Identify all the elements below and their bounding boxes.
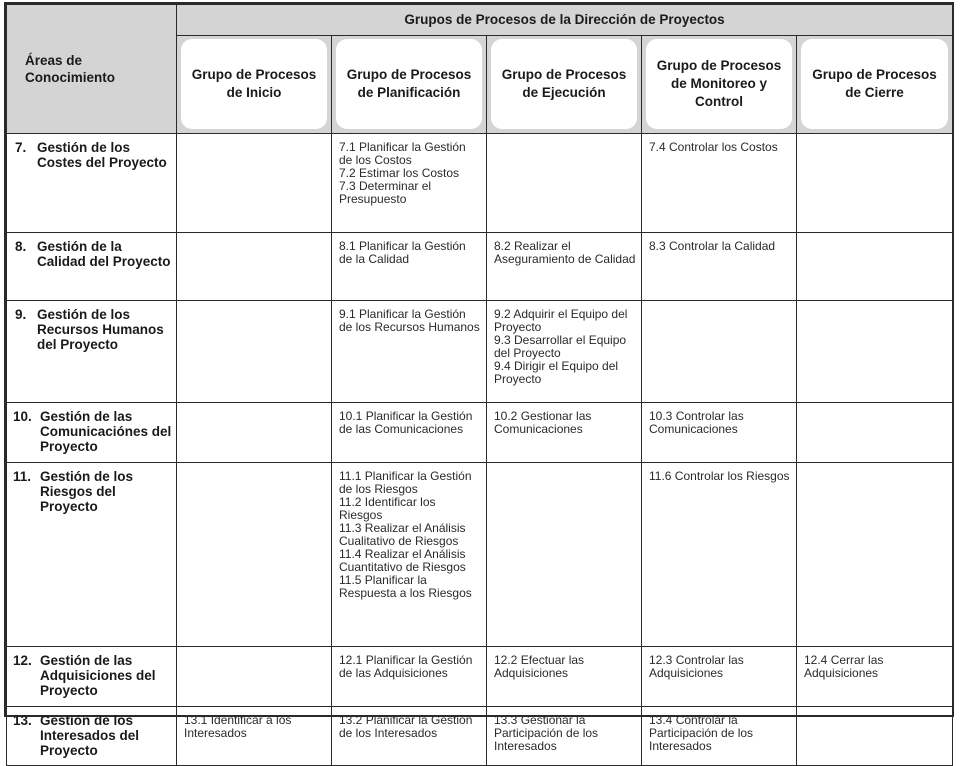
process-cell-ejecucion (487, 647, 642, 707)
process-item: 11.5 Planificar la Respuesta a los Riesgos (339, 573, 472, 600)
process-matrix-frame (4, 2, 954, 758)
knowledge-area-name: Gestión de los Recursos Humanos del Proyecto (37, 307, 164, 352)
knowledge-area-name: Gestión de los Costes del Proyecto (37, 140, 167, 170)
knowledge-area-row (7, 134, 953, 233)
process-item: 11.4 Realizar el Análisis Cuantitativo de Riesgos (339, 547, 466, 574)
matrix-body (7, 134, 953, 766)
table-title: Grupos de Procesos de la Dirección de Proyectos (177, 5, 953, 36)
process-cell-cierre (797, 647, 953, 707)
knowledge-area-name: Gestión de las Adquisiciones del Proyecto (40, 653, 156, 698)
process-cell-planificacion (332, 463, 487, 647)
process-cell-ejecucion (487, 233, 642, 301)
process-cell-cierre (797, 233, 953, 301)
process-item: 9.1 Planificar la Gestión de los Recursos Humanos (339, 307, 480, 334)
process-item: 9.4 Dirigir el Equipo del Proyecto (494, 359, 619, 386)
process-cell-ejecucion (487, 707, 642, 766)
process-cell-cierre (797, 707, 953, 766)
knowledge-area-name: Gestión de los Riesgos del Proyecto (40, 469, 134, 514)
knowledge-area-name: Gestión de las Comunicaciónes del Proyecto (40, 409, 172, 454)
process-cell-cierre (797, 463, 953, 647)
process-item: 10.3 Controlar las Comunicaciones (649, 409, 744, 436)
process-item: 10.1 Planificar la Gestión de las Comunicaciones (339, 409, 473, 436)
process-item: 12.1 Planificar la Gestión de las Adquisiciones (339, 653, 473, 680)
knowledge-area-label (7, 403, 177, 463)
process-matrix-table (6, 4, 953, 766)
process-cell-inicio (177, 707, 332, 766)
process-cell-inicio (177, 647, 332, 707)
knowledge-area-number: 11. (13, 469, 32, 484)
process-cell-ejecucion (487, 134, 642, 233)
process-cell-ejecucion (487, 403, 642, 463)
knowledge-area-number: 13. (13, 713, 32, 728)
group-header-cierre (797, 36, 953, 134)
process-cell-planificacion (332, 134, 487, 233)
process-item: 13.1 Identificar a los Interesados (184, 713, 292, 740)
process-cell-planificacion (332, 707, 487, 766)
process-cell-monitoreo (642, 301, 797, 403)
process-item: 11.2 Identificar los Riesgos (339, 495, 436, 522)
process-item: 7.2 Estimar los Costos (339, 166, 460, 180)
process-cell-planificacion (332, 301, 487, 403)
knowledge-area-number: 10. (13, 409, 32, 424)
group-header-inicio (177, 36, 332, 134)
process-cell-monitoreo (642, 233, 797, 301)
knowledge-area-row (7, 301, 953, 403)
group-header-label: Grupo de Procesos de Monitoreo y Control (646, 39, 792, 129)
group-header-label: Grupo de Procesos de Planificación (336, 39, 482, 129)
process-item: 13.2 Planificar la Gestión de los Interesados (339, 713, 473, 740)
process-item: 12.2 Efectuar las Adquisiciones (494, 653, 585, 680)
process-cell-planificacion (332, 233, 487, 301)
process-cell-monitoreo (642, 707, 797, 766)
areas-header-line1: Áreas de (25, 53, 83, 68)
process-item: 9.2 Adquirir el Equipo del Proyecto (494, 307, 628, 334)
knowledge-area-label (7, 134, 177, 233)
process-item: 8.3 Controlar la Calidad (649, 239, 776, 253)
process-item: 11.6 Controlar los Riesgos (649, 469, 790, 483)
process-item: 11.1 Planificar la Gestión de los Riesgos (339, 469, 472, 496)
process-cell-ejecucion (487, 301, 642, 403)
process-cell-monitoreo (642, 647, 797, 707)
knowledge-area-label (7, 301, 177, 403)
group-header-label: Grupo de Procesos de Inicio (181, 39, 327, 129)
knowledge-area-name: Gestión de la Calidad del Proyecto (37, 239, 171, 269)
process-cell-monitoreo (642, 403, 797, 463)
knowledge-area-number: 12. (13, 653, 32, 668)
knowledge-area-row (7, 463, 953, 647)
knowledge-area-label (7, 647, 177, 707)
process-item: 9.3 Desarrollar el Equipo del Proyecto (494, 333, 627, 360)
knowledge-area-name: Gestión de los Interesados del Proyecto (40, 713, 140, 758)
knowledge-area-row (7, 647, 953, 707)
process-item: 7.3 Determinar el Presupuesto (339, 179, 432, 206)
process-cell-cierre (797, 301, 953, 403)
areas-header-line2: Conocimiento (25, 70, 115, 85)
group-header-label: Grupo de Procesos de Cierre (801, 39, 948, 129)
process-cell-monitoreo (642, 463, 797, 647)
process-item: 7.4 Controlar los Costos (649, 140, 778, 154)
process-cell-inicio (177, 233, 332, 301)
knowledge-area-row (7, 403, 953, 463)
process-item: 12.3 Controlar las Adquisiciones (649, 653, 744, 680)
process-item: 10.2 Gestionar las Comunicaciones (494, 409, 592, 436)
group-header-monitoreo (642, 36, 797, 134)
areas-header (7, 5, 177, 134)
process-cell-monitoreo (642, 134, 797, 233)
process-cell-cierre (797, 134, 953, 233)
process-item: 13.4 Controlar la Participación de los Interesados (649, 713, 754, 753)
process-item: 13.3 Gestionar la Participación de los Interesados (494, 713, 599, 753)
knowledge-area-label (7, 463, 177, 647)
knowledge-area-number: 9. (15, 307, 27, 322)
process-cell-inicio (177, 403, 332, 463)
group-header-label: Grupo de Procesos de Ejecución (491, 39, 637, 129)
knowledge-area-row (7, 707, 953, 766)
process-cell-inicio (177, 134, 332, 233)
process-cell-planificacion (332, 647, 487, 707)
group-header-planificacion (332, 36, 487, 134)
knowledge-area-row (7, 233, 953, 301)
process-cell-ejecucion (487, 463, 642, 647)
knowledge-area-number: 7. (15, 140, 27, 155)
process-item: 8.1 Planificar la Gestión de la Calidad (339, 239, 466, 266)
process-item: 7.1 Planificar la Gestión de los Costos (339, 140, 466, 167)
process-cell-inicio (177, 463, 332, 647)
process-item: 11.3 Realizar el Análisis Cualitativo de Riesgos (339, 521, 466, 548)
knowledge-area-label (7, 707, 177, 766)
process-item: 8.2 Realizar el Aseguramiento de Calidad (494, 239, 636, 266)
group-header-ejecucion (487, 36, 642, 134)
process-cell-planificacion (332, 403, 487, 463)
process-item: 12.4 Cerrar las Adquisiciones (804, 653, 884, 680)
process-cell-inicio (177, 301, 332, 403)
knowledge-area-label (7, 233, 177, 301)
process-cell-cierre (797, 403, 953, 463)
knowledge-area-number: 8. (15, 239, 27, 254)
